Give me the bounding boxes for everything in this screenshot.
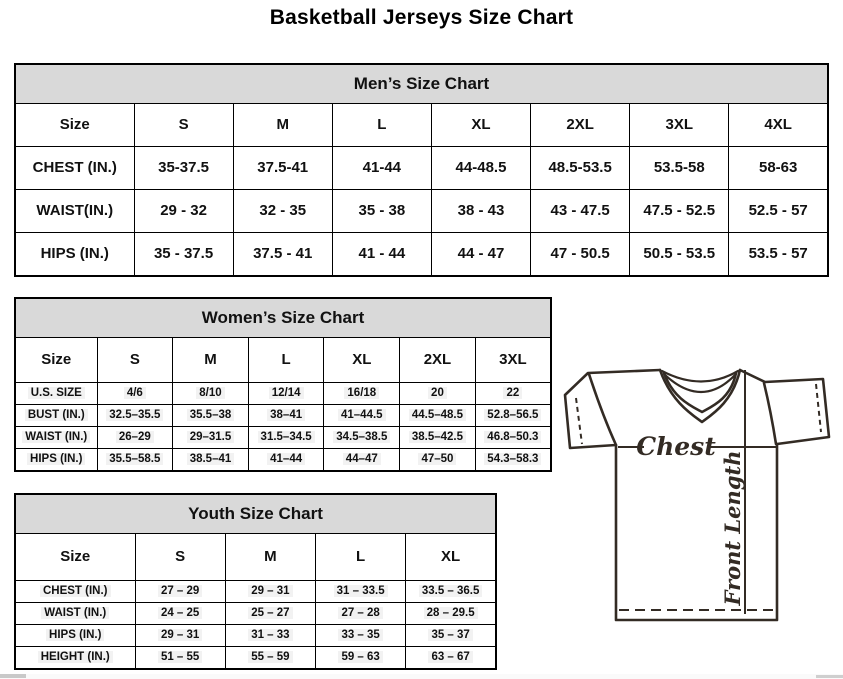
left-armhole-seam bbox=[589, 374, 616, 445]
table-row bbox=[15, 449, 551, 472]
table-cell: 44–47 bbox=[324, 449, 400, 472]
table-cell: 25 – 27 bbox=[225, 603, 315, 625]
column-header: 2XL bbox=[400, 338, 476, 383]
collar-band-arc-1 bbox=[662, 371, 738, 382]
table-cell: 27 – 29 bbox=[135, 581, 225, 603]
table-cell: 37.5-41 bbox=[233, 147, 332, 190]
table-cell: 38.5–42.5 bbox=[400, 427, 476, 449]
column-header: M bbox=[233, 104, 332, 147]
womens-chart-title: Women’s Size Chart bbox=[15, 298, 551, 338]
womens-size-chart-section bbox=[14, 297, 552, 472]
table-cell: 8/10 bbox=[173, 383, 249, 405]
mens-chart-title: Men’s Size Chart bbox=[15, 64, 828, 104]
row-label: U.S. SIZE bbox=[15, 383, 97, 405]
column-header: 3XL bbox=[475, 338, 551, 383]
table-cell: 55 – 59 bbox=[225, 647, 315, 670]
body-outline bbox=[616, 444, 777, 620]
horizontal-scrollbar-track[interactable] bbox=[0, 674, 843, 679]
table-cell: 44-48.5 bbox=[431, 147, 530, 190]
column-header: 3XL bbox=[630, 104, 729, 147]
mens-size-table bbox=[14, 63, 829, 277]
table-cell: 41–44.5 bbox=[324, 405, 400, 427]
youth-size-table bbox=[14, 493, 497, 670]
table-cell: 29 – 31 bbox=[225, 581, 315, 603]
row-label: WAIST(IN.) bbox=[15, 190, 134, 233]
right-sleeve-outline bbox=[740, 370, 829, 444]
youth-size-chart-section bbox=[14, 493, 497, 670]
left-cuff-stitch-dashes bbox=[576, 398, 582, 444]
table-cell: 31.5–34.5 bbox=[248, 427, 324, 449]
row-label: HIPS (IN.) bbox=[15, 625, 135, 647]
table-cell: 54.3–58.3 bbox=[475, 449, 551, 472]
table-row bbox=[15, 581, 496, 603]
table-cell: 32 - 35 bbox=[233, 190, 332, 233]
table-cell: 31 – 33.5 bbox=[316, 581, 406, 603]
table-cell: 35 - 38 bbox=[332, 190, 431, 233]
table-cell: 47 - 50.5 bbox=[531, 233, 630, 277]
column-header: L bbox=[316, 534, 406, 581]
table-cell: 28 – 29.5 bbox=[406, 603, 496, 625]
table-row bbox=[15, 625, 496, 647]
scrollbar-thumb-right[interactable] bbox=[816, 675, 843, 678]
row-label: HEIGHT (IN.) bbox=[15, 647, 135, 670]
right-armhole-seam bbox=[764, 383, 776, 444]
table-cell: 22 bbox=[475, 383, 551, 405]
table-cell: 24 – 25 bbox=[135, 603, 225, 625]
chest-label: Chest bbox=[636, 432, 716, 461]
column-header: L bbox=[248, 338, 324, 383]
row-label: CHEST (IN.) bbox=[15, 147, 134, 190]
table-cell: 37.5 - 41 bbox=[233, 233, 332, 277]
table-cell: 51 – 55 bbox=[135, 647, 225, 670]
table-cell: 32.5–35.5 bbox=[97, 405, 173, 427]
table-cell: 33.5 – 36.5 bbox=[406, 581, 496, 603]
table-cell: 46.8–50.3 bbox=[475, 427, 551, 449]
row-label: WAIST (IN.) bbox=[15, 603, 135, 625]
table-cell: 35 – 37 bbox=[406, 625, 496, 647]
column-header: M bbox=[225, 534, 315, 581]
row-label: HIPS (IN.) bbox=[15, 449, 97, 472]
table-cell: 63 – 67 bbox=[406, 647, 496, 670]
table-cell: 20 bbox=[400, 383, 476, 405]
table-cell: 31 – 33 bbox=[225, 625, 315, 647]
column-header-row bbox=[15, 534, 496, 581]
table-cell: 35.5–58.5 bbox=[97, 449, 173, 472]
column-header: S bbox=[134, 104, 233, 147]
table-cell: 38.5–41 bbox=[173, 449, 249, 472]
table-cell: 34.5–38.5 bbox=[324, 427, 400, 449]
column-header: Size bbox=[15, 534, 135, 581]
table-row bbox=[15, 603, 496, 625]
table-cell: 41 - 44 bbox=[332, 233, 431, 277]
table-row bbox=[15, 647, 496, 670]
table-cell: 43 - 47.5 bbox=[531, 190, 630, 233]
table-cell: 27 – 28 bbox=[316, 603, 406, 625]
table-row bbox=[15, 405, 551, 427]
table-cell: 35-37.5 bbox=[134, 147, 233, 190]
jersey-measurement-diagram bbox=[556, 352, 842, 672]
table-row bbox=[15, 147, 828, 190]
table-cell: 59 – 63 bbox=[316, 647, 406, 670]
column-header: XL bbox=[324, 338, 400, 383]
column-header: Size bbox=[15, 104, 134, 147]
column-header-row bbox=[15, 338, 551, 383]
row-label: WAIST (IN.) bbox=[15, 427, 97, 449]
right-cuff-stitch-dashes bbox=[816, 384, 821, 432]
table-cell: 16/18 bbox=[324, 383, 400, 405]
table-row bbox=[15, 190, 828, 233]
column-header: XL bbox=[431, 104, 530, 147]
column-header: S bbox=[135, 534, 225, 581]
table-cell: 44.5–48.5 bbox=[400, 405, 476, 427]
table-cell: 50.5 - 53.5 bbox=[630, 233, 729, 277]
column-header: XL bbox=[406, 534, 496, 581]
table-cell: 47–50 bbox=[400, 449, 476, 472]
column-header: 4XL bbox=[729, 104, 828, 147]
womens-size-table bbox=[14, 297, 552, 472]
table-cell: 4/6 bbox=[97, 383, 173, 405]
column-header: 2XL bbox=[531, 104, 630, 147]
row-label: BUST (IN.) bbox=[15, 405, 97, 427]
front-length-label: Front Length bbox=[720, 450, 745, 606]
table-cell: 35.5–38 bbox=[173, 405, 249, 427]
table-row bbox=[15, 427, 551, 449]
youth-chart-title: Youth Size Chart bbox=[15, 494, 496, 534]
column-header: S bbox=[97, 338, 173, 383]
table-cell: 29 – 31 bbox=[135, 625, 225, 647]
table-cell: 52.5 - 57 bbox=[729, 190, 828, 233]
table-cell: 12/14 bbox=[248, 383, 324, 405]
column-header-row bbox=[15, 104, 828, 147]
table-cell: 53.5-58 bbox=[630, 147, 729, 190]
column-header: L bbox=[332, 104, 431, 147]
collar-outer-v bbox=[660, 370, 740, 422]
column-header: M bbox=[173, 338, 249, 383]
row-label: HIPS (IN.) bbox=[15, 233, 134, 277]
table-cell: 47.5 - 52.5 bbox=[630, 190, 729, 233]
table-cell: 52.8–56.5 bbox=[475, 405, 551, 427]
mens-size-chart-section bbox=[14, 63, 829, 277]
page-title: Basketball Jerseys Size Chart bbox=[269, 6, 574, 29]
table-row bbox=[15, 383, 551, 405]
table-cell: 44 - 47 bbox=[431, 233, 530, 277]
scrollbar-thumb-left[interactable] bbox=[0, 674, 26, 678]
column-header: Size bbox=[15, 338, 97, 383]
table-cell: 38 - 43 bbox=[431, 190, 530, 233]
table-cell: 35 - 37.5 bbox=[134, 233, 233, 277]
table-cell: 58-63 bbox=[729, 147, 828, 190]
table-cell: 29–31.5 bbox=[173, 427, 249, 449]
table-cell: 41-44 bbox=[332, 147, 431, 190]
table-cell: 26–29 bbox=[97, 427, 173, 449]
table-row bbox=[15, 233, 828, 277]
table-cell: 48.5-53.5 bbox=[531, 147, 630, 190]
table-cell: 33 – 35 bbox=[316, 625, 406, 647]
table-cell: 41–44 bbox=[248, 449, 324, 472]
table-cell: 38–41 bbox=[248, 405, 324, 427]
row-label: CHEST (IN.) bbox=[15, 581, 135, 603]
table-cell: 29 - 32 bbox=[134, 190, 233, 233]
table-cell: 53.5 - 57 bbox=[729, 233, 828, 277]
